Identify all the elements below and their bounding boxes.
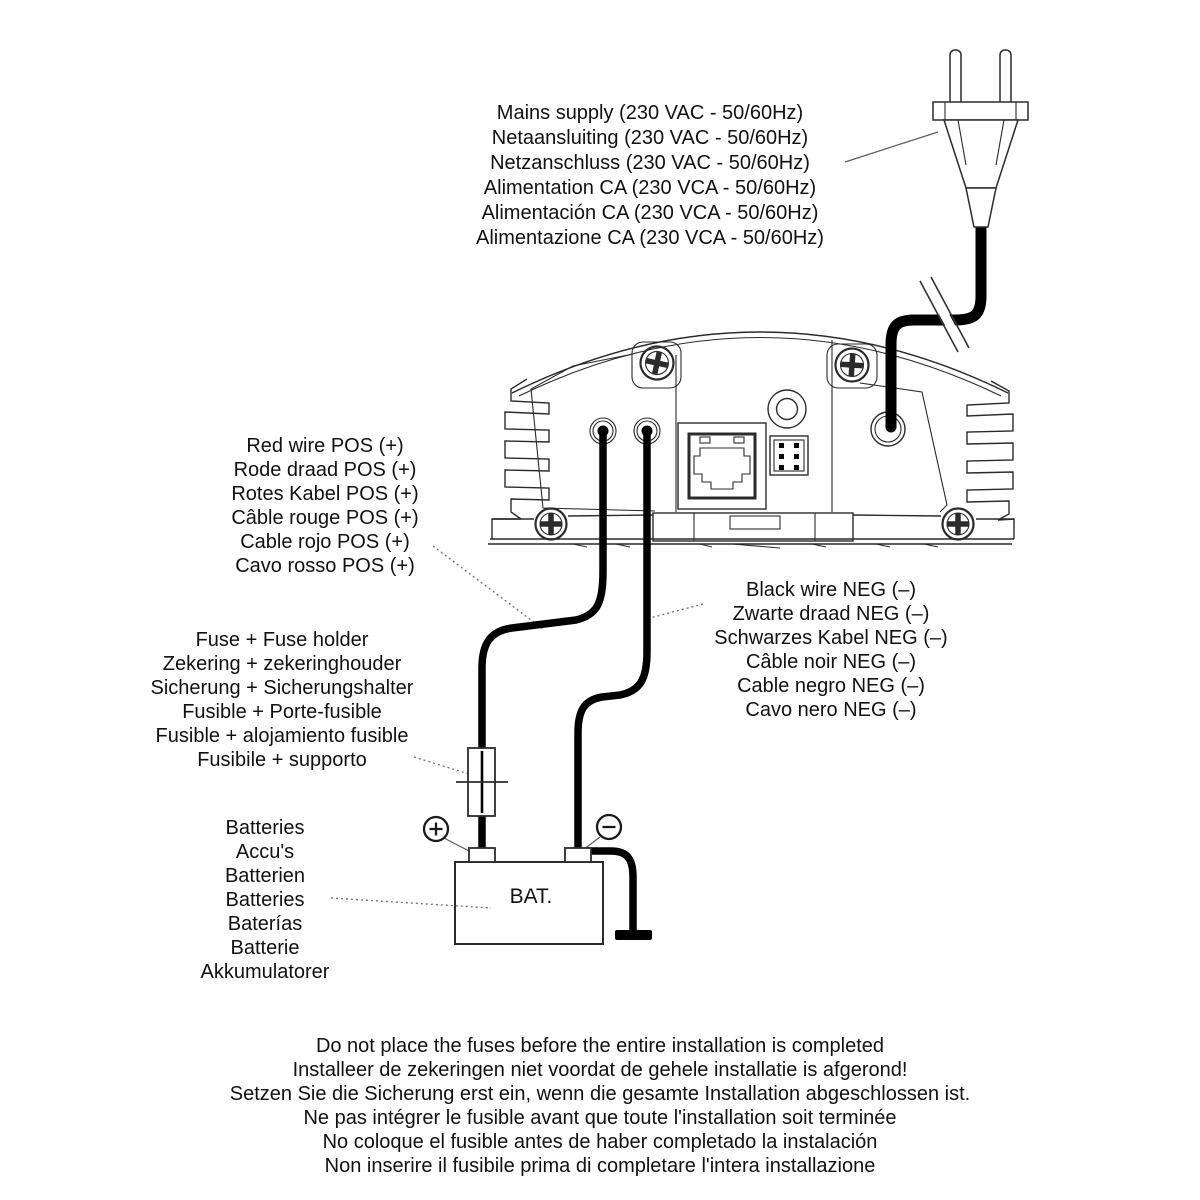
red-wire-line: Câble rouge POS (+) — [231, 507, 419, 529]
negative-symbol-icon — [597, 815, 621, 839]
batteries-line: Batterie — [230, 937, 300, 959]
batteries-line: Batteries — [225, 889, 305, 911]
batteries-line: Akkumulatorer — [200, 961, 330, 983]
charger-top-arc-inner — [519, 338, 1001, 397]
mains-line: Alimentación CA (230 VCA - 50/60Hz) — [481, 202, 819, 224]
installation-warning — [100, 1034, 1100, 1178]
red-wire-line: Rode draad POS (+) — [233, 459, 417, 481]
fuse-label — [132, 628, 432, 772]
batteries-line: Batterien — [224, 865, 306, 887]
leader-plus-symbol — [444, 838, 471, 852]
warning-line: Ne pas intégrer le fusible avant que toute l'installation soit terminée — [303, 1107, 897, 1129]
mounting-flange — [488, 513, 1014, 548]
charger-device — [488, 332, 1014, 548]
fuse-line: Fusibile + supporto — [197, 749, 367, 771]
batteries-line: Batteries — [225, 817, 305, 839]
pin-connector — [770, 436, 808, 475]
fuse-holder — [456, 748, 508, 816]
batteries-line: Accu's — [235, 841, 295, 863]
plug-prong — [1000, 50, 1011, 106]
screw-icon — [536, 509, 567, 540]
black-wire-line: Schwarzes Kabel NEG (–) — [714, 627, 948, 649]
screw-icon — [637, 343, 676, 382]
black-wire-line: Cable negro NEG (–) — [737, 675, 925, 697]
battery-terminal-positive — [469, 848, 495, 862]
plug-body — [944, 120, 1018, 188]
mains-cable — [891, 226, 981, 427]
mains-line: Alimentation CA (230 VCA - 50/60Hz) — [483, 177, 817, 199]
black-wire-label — [681, 578, 981, 722]
plug-prong — [950, 50, 961, 106]
rj45-port — [678, 423, 766, 509]
black-wire-line: Cavo nero NEG (–) — [745, 699, 917, 721]
positive-wire — [482, 434, 603, 851]
round-connector — [768, 390, 806, 428]
red-wire-line: Rotes Kabel POS (+) — [231, 483, 419, 505]
warning-line: Do not place the fuses before the entire installation is completed — [315, 1035, 885, 1057]
red-wire-label — [175, 434, 475, 578]
plug-neck — [966, 188, 996, 227]
warning-line: Non inserire il fusibile prima di completare l'intera installazione — [324, 1155, 876, 1177]
right-heatsink — [967, 381, 1013, 520]
mains-supply-label — [400, 101, 900, 251]
red-wire-line: Cable rojo POS (+) — [240, 531, 410, 553]
mains-line: Netaansluiting (230 VAC - 50/60Hz) — [491, 127, 809, 149]
ground-bar — [615, 930, 652, 940]
red-wire-line: Red wire POS (+) — [246, 435, 404, 457]
battery-label: BAT. — [509, 885, 553, 908]
warning-line: Setzen Sie die Sicherung erst ein, wenn die gesamte Installation abgeschlossen ist. — [229, 1083, 971, 1105]
mains-line: Netzanschluss (230 VAC - 50/60Hz) — [490, 152, 810, 174]
mains-plug — [933, 50, 1028, 227]
warning-line: Installeer de zekeringen niet voordat de gehele installatie is afgerond! — [292, 1059, 908, 1081]
fuse-line: Fusible + Porte-fusible — [182, 701, 382, 723]
black-wire-line: Black wire NEG (–) — [745, 579, 917, 601]
fuse-line: Zekering + zekeringhouder — [162, 653, 402, 675]
fuse-line: Fusible + alojamiento fusible — [155, 725, 409, 747]
screw-icon — [834, 347, 869, 382]
red-wire-line: Cavo rosso POS (+) — [235, 555, 415, 577]
fuse-line: Sicherung + Sicherungshalter — [150, 677, 414, 699]
black-wire-line: Câble noir NEG (–) — [745, 651, 917, 673]
mains-line: Mains supply (230 VAC - 50/60Hz) — [496, 102, 804, 124]
fuse-line: Fuse + Fuse holder — [195, 629, 369, 651]
warning-line: No coloque el fusible antes de haber completado la instalación — [322, 1131, 878, 1153]
screw-icon — [943, 509, 974, 540]
batteries-line: Baterías — [227, 913, 303, 935]
black-wire-line: Zwarte draad NEG (–) — [732, 603, 930, 625]
plug-flange — [933, 102, 1028, 120]
battery-terminal-negative — [565, 848, 591, 862]
flange-slot — [730, 516, 780, 529]
flange-center-plate — [653, 513, 853, 541]
positive-symbol-icon — [424, 817, 448, 841]
negative-wire — [578, 434, 647, 851]
batteries-label — [115, 816, 415, 984]
charger-top-arc — [512, 332, 1008, 393]
mains-line: Alimentazione CA (230 VCA - 50/60Hz) — [476, 227, 824, 249]
